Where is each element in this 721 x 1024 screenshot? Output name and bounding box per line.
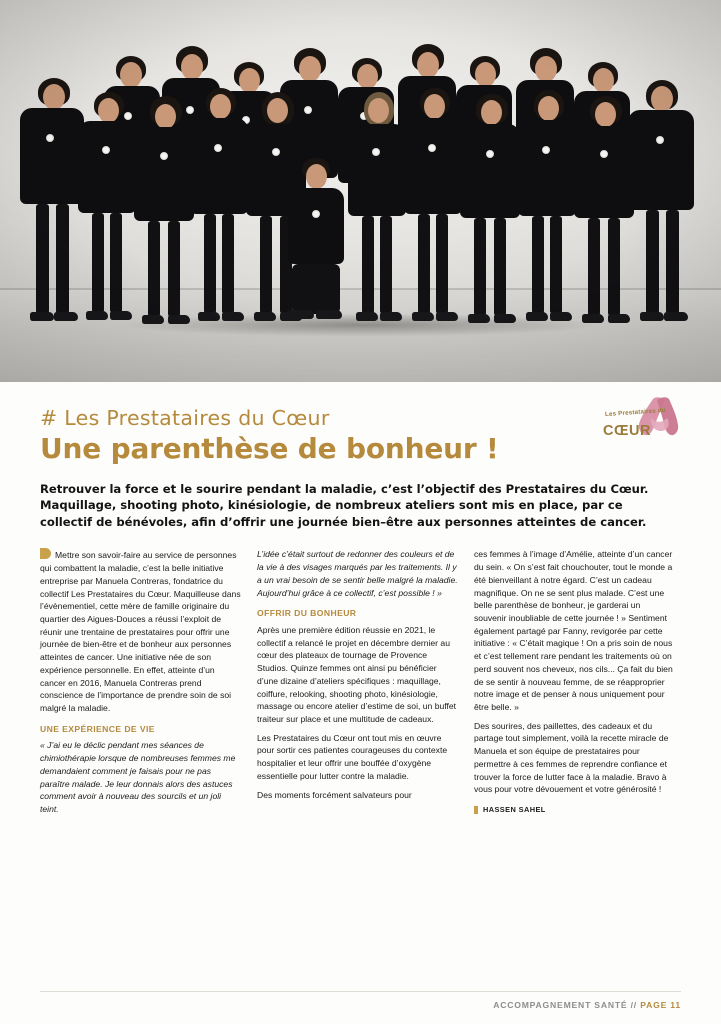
paragraph bbox=[40, 548, 241, 714]
byline bbox=[474, 805, 546, 816]
photo-vignette bbox=[0, 0, 721, 382]
byline-author: HASSEN SAHEL bbox=[483, 805, 546, 815]
logo-small-text: Les Prestataires du bbox=[604, 406, 667, 419]
paragraph: ces femmes à l’image d’Amélie, atteinte d’un cancer du sein. « On s’est fait chouchouter, tout le monde a été bienveillant à notre égard. C’est un cadeau magnifique. On ne se sent plus malade. C’est une belle parenthèse de bonheur, je garderai un souvenir inoubliable de cette journée ! » Sentiment également partagé par Fanny, revigorée par cette initiative : « C’était magique ! On a pris soin de nous et c’est tellement rare pendant les traitements où on perd souvent nos cheveux, nos cils... Ça fait du bien de se sentir à nouveau femme, de se réapproprier notre image et de penser à nous uniquement pour être belle. » bbox=[474, 549, 673, 712]
article-standfirst: Retrouver la force et le sourire pendant la maladie, c’est l’objectif des Prestataires du Cœur. Maquillage, shooting photo, kinésiologie, de nombreux ateliers sont mis en place, par ce collectif de bénévoles, afin d’offrir une journée bien–être aux personnes atteintes de cancer. bbox=[40, 482, 649, 529]
association-logo bbox=[587, 396, 683, 452]
paragraph-text: Mettre son savoir-faire au service de personnes qui combattent la maladie, c’est la belle initiative entreprise par Manuela Contreras, fondatrice du collectif Les Prestataires du Cœur. Maquilleuse dans l’évènementiel, cette mère de famille originaire du quartier des Aigues-Douces a réussi l’exploit de réunir une trentaine de prestataires pour offrir une journée de bien-être et de bonheur aux personnes atteintes de cancer. Une initiative née de son expérience personnelle. En effet, atteinte d’un cancer en 2016, Manuela Contreras prend conscience de l’importance de prendre soin de soi malgré la maladie. bbox=[40, 550, 241, 713]
article-columns bbox=[40, 548, 681, 821]
paragraph: Des sourires, des paillettes, des cadeaux et du partage tout simplement, voilà la recette miracle de Manuela et son équipe de prestataires pour permettre à ces femmes de reprendre confiance et trouver la force de lutter face à la maladie. Bravo à vous pour votre dévouement et votre générosité ! bbox=[474, 720, 669, 795]
footer-section: ACCOMPAGNEMENT SANTÉ // bbox=[493, 1000, 637, 1010]
group-photo bbox=[0, 0, 721, 382]
article-column-2 bbox=[257, 548, 458, 821]
paragraph: Des moments forcément salvateurs pour bbox=[257, 789, 412, 800]
dropcap-marker-icon bbox=[40, 548, 51, 559]
footer-divider bbox=[40, 991, 681, 992]
logo-main-text: CŒUR bbox=[603, 423, 651, 439]
paragraph: Les Prestataires du Cœur ont tout mis en œuvre pour sortir ces patientes courageuses du contexte hospitalier et leur offrir une bouffée d’oxygène essentielle pour lutter contre la maladie. bbox=[257, 732, 448, 781]
article-body bbox=[0, 382, 721, 822]
article-column-3 bbox=[474, 548, 675, 821]
article-column-1 bbox=[40, 548, 241, 821]
paragraph: Après une première édition réussie en 2021, le collectif a relancé le projet en décembre dernier au cœur des plateaux de tournage de Provence Studios. Quinze femmes ont ainsi pu bénéficier d’une dizaine d’ateliers spécifiques : maquillage, coiffure, relooking, shooting photo, kinésiologie, massage ou encore atelier d’estime de soi, un buffet traiteur sur place et une multitude de cadeaux. bbox=[257, 624, 457, 724]
page-footer bbox=[493, 1000, 681, 1010]
byline-marker-icon bbox=[474, 806, 478, 814]
pull-quote-1: « J’ai eu le déclic pendant mes séances de chimiothérapie lorsque de nombreuses femmes me demandaient comment je faisais pour ne pas paraître malade. Je leur donnais alors des astuces comment avoir à nouveau des sourcils et un joli teint. bbox=[40, 740, 236, 815]
page-title: Une parenthèse de bonheur ! bbox=[40, 432, 499, 465]
article-kicker: # Les Prestataires du Cœur bbox=[40, 406, 330, 430]
pull-quote-2: L’idée c’était surtout de redonner des couleurs et de la vie à des visages marqués par les traitements. Il y a un vrai besoin de se sentir belle malgré la maladie. Aujourd’hui grâce à ce collectif, c’est possible ! » bbox=[257, 549, 458, 598]
footer-page-number: PAGE 11 bbox=[640, 1000, 681, 1010]
subheading-1: UNE EXPÉRIENCE DE VIE bbox=[40, 723, 155, 734]
subheading-2: OFFRIR DU BONHEUR bbox=[257, 608, 357, 619]
